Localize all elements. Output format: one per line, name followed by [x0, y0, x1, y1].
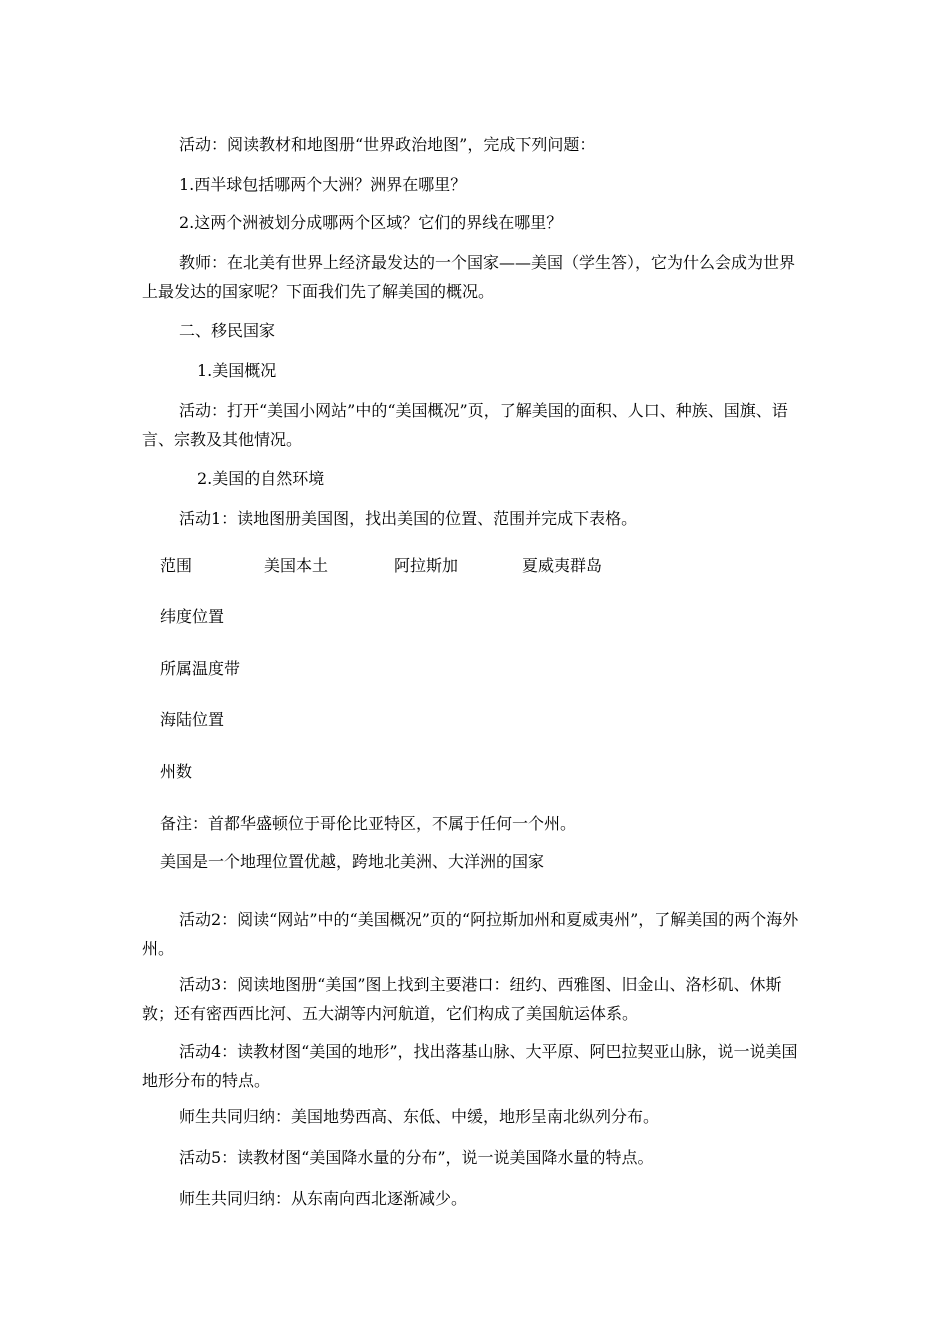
question-2: 2.这两个洲被划分成哪两个区域？它们的界线在哪里？	[179, 213, 563, 232]
teacher-paragraph: 教师：在北美有世界上经济最发达的一个国家——美国（学生答），它为什么会成为世界上最发达的国家呢？下面我们先了解美国的概况。	[142, 253, 796, 301]
subheading-us-overview: 1.美国概况	[197, 361, 277, 380]
activity-website-paragraph: 活动：打开“美国小网站”中的“美国概况”页，了解美国的面积、人口、种族、国旗、语言、宗教及其他情况。	[142, 401, 788, 449]
activity-4: 活动4：读教材图“美国的地形”，找出落基山脉、大平原、阿巴拉契亚山脉，说一说美国地形分布的特点。	[142, 1042, 798, 1090]
activity-intro: 活动：阅读教材和地图册“世界政治地图”，完成下列问题：	[179, 135, 596, 154]
summary-terrain: 师生共同归纳：美国地势西高、东低、中缓，地形呈南北纵列分布。	[179, 1107, 660, 1126]
table-row-state-count: 州数	[160, 762, 193, 781]
table-header-alaska: 阿拉斯加	[394, 556, 459, 575]
activity-3: 活动3：阅读地图册“美国”图上找到主要港口：纽约、西雅图、旧金山、洛杉矶、休斯敦；还有密西西比河、五大湖等内河航道，它们构成了美国航运体系。	[142, 975, 782, 1023]
table-header-mainland: 美国本土	[264, 556, 329, 575]
summary-precipitation: 师生共同归纳：从东南向西北逐渐减少。	[179, 1189, 468, 1208]
section-heading-immigrant-country: 二、移民国家	[179, 321, 276, 340]
note-capital: 备注：首都华盛顿位于哥伦比亚特区，不属于任何一个州。	[160, 814, 577, 833]
table-row-latitude: 纬度位置	[160, 607, 225, 626]
question-1: 1.西半球包括哪两个大洲？洲界在哪里？	[179, 175, 467, 194]
table-row-land-sea-position: 海陆位置	[160, 710, 225, 729]
subheading-natural-environment: 2.美国的自然环境	[197, 469, 325, 488]
table-row-temperature-zone: 所属温度带	[160, 659, 241, 678]
activity-1: 活动1：读地图册美国图，找出美国的位置、范围并完成下表格。	[179, 509, 638, 528]
table-header-range: 范围	[160, 556, 193, 575]
activity-2: 活动2：阅读“网站”中的“美国概况”页的“阿拉斯加州和夏威夷州”，了解美国的两个海外州。	[142, 910, 799, 958]
activity-5: 活动5：读教材图“美国降水量的分布”，说一说美国降水量的特点。	[179, 1148, 654, 1167]
note-location-summary: 美国是一个地理位置优越，跨地北美洲、大洋洲的国家	[160, 852, 545, 871]
table-header-hawaii: 夏威夷群岛	[522, 556, 603, 575]
